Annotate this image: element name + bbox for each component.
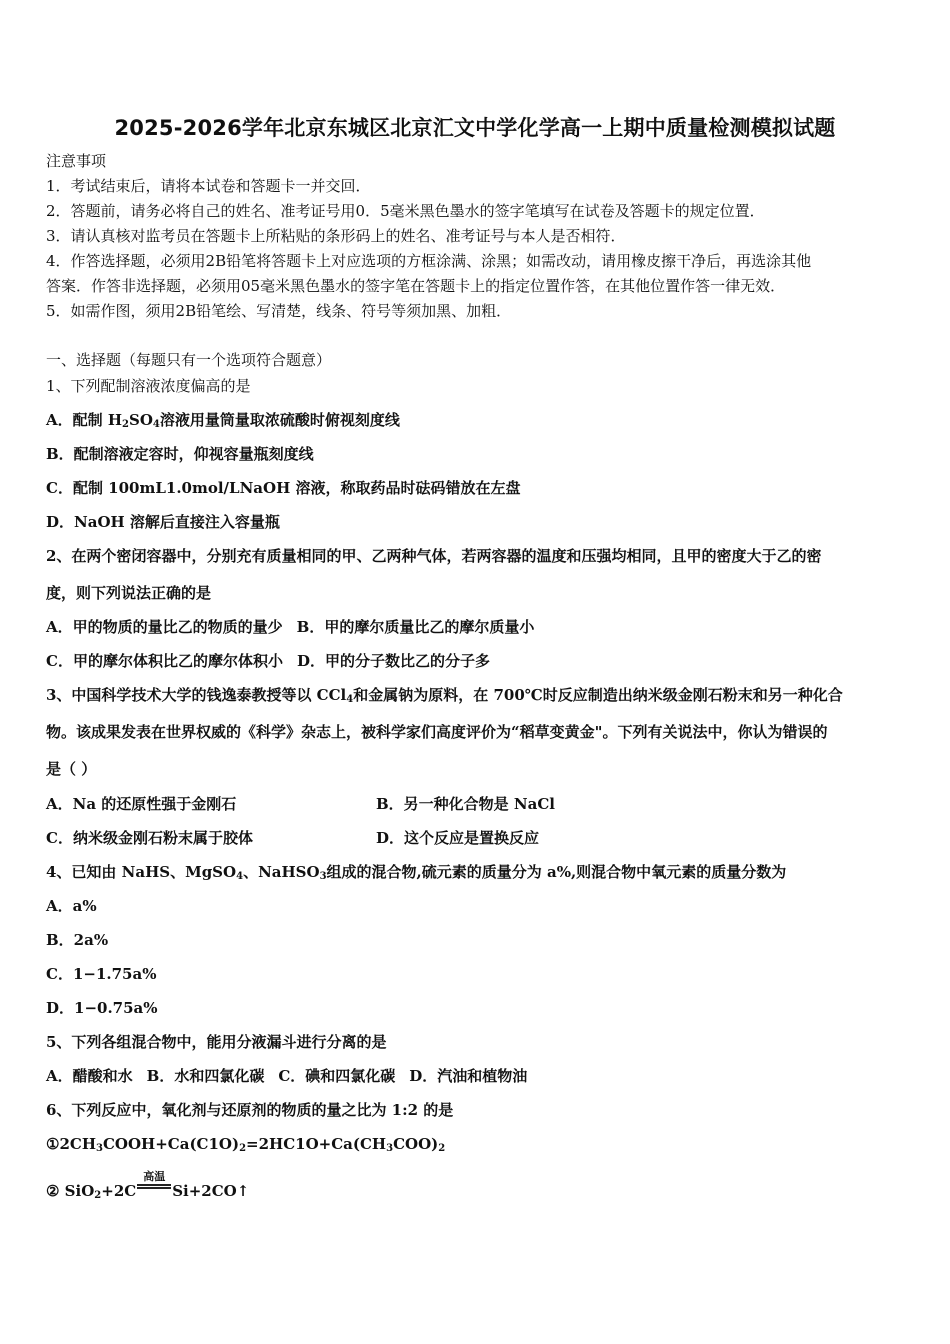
notice-item-4-cont: 答案．作答非选择题，必须用05毫米黑色墨水的签字笔在答题卡上的指定位置作答，在其他位置作答一律无效． bbox=[46, 277, 786, 295]
q3-option-b: B．另一种化合物是 NaCl bbox=[376, 795, 555, 813]
notice-item-5: 5．如需作图，须用2B铅笔绘、写清楚，线条、符号等须加黑、加粗． bbox=[46, 302, 512, 320]
q4-option-c: C．1−1.75a% bbox=[46, 965, 157, 983]
q4-option-d: D．1−0.75a% bbox=[46, 999, 158, 1017]
q2-option-c: C．甲的摩尔体积比乙的摩尔体积小 bbox=[46, 652, 283, 670]
q5-stem: 5、下列各组混合物中，能用分液漏斗进行分离的是 bbox=[46, 1033, 387, 1051]
notice-item-1: 1．考试结束后，请将本试卷和答题卡一并交回． bbox=[46, 177, 371, 195]
q4-stem: 4、已知由 NaHS、MgSO$_4$、NaHSO$_3$组成的混合物,硫元素的质量分为 a%,则混合物中氧元素的质量分数为 bbox=[46, 863, 787, 882]
q2-option-b: B．甲的摩尔质量比乙的摩尔质量小 bbox=[296, 618, 535, 636]
q1-stem: 1、下列配制溶液浓度偏高的是 bbox=[46, 377, 251, 395]
q2-stem-line2: 度，则下列说法正确的是 bbox=[46, 584, 212, 602]
q3-stem-line1: 3、中国科学技术大学的钱逸泰教授等以 CCl$_4$和金属钠为原料，在 700℃时反应制造出纳米级金刚石粉末和另一种化合 bbox=[46, 686, 843, 705]
notice-item-3: 3．请认真核对监考员在答题卡上所粘贴的条形码上的姓名、准考证号与本人是否相符． bbox=[46, 227, 626, 245]
q3-option-a: A．Na 的还原性强于金刚石 bbox=[46, 795, 237, 813]
q1-option-c: C．配制 100mL1.0mol/LNaOH 溶液，称取药品时砝码错放在左盘 bbox=[46, 479, 521, 497]
notice-item-4: 4．作答选择题，必须用2B铅笔将答题卡上对应选项的方框涂满、涂黑；如需改动，请用橡皮擦干净后，再选涂其他 bbox=[46, 252, 812, 270]
q5-option-a: A．醋酸和水 bbox=[46, 1067, 133, 1085]
q4-option-a: A．a% bbox=[46, 897, 97, 915]
notice-heading: 注意事项 bbox=[46, 152, 107, 170]
q5-option-b: B．水和四氯化碳 bbox=[146, 1067, 265, 1085]
q3-option-c: C．纳米级金刚石粉末属于胶体 bbox=[46, 829, 253, 847]
q5-option-c: C．碘和四氯化碳 bbox=[278, 1067, 396, 1085]
q6-reaction-1: $①2CH_3COOH+Ca(C1O)_2=2HC1O+Ca(CH_3COO)_2$ bbox=[46, 1135, 446, 1154]
q2-options-cd bbox=[46, 651, 490, 671]
section-heading: 一、选择题（每题只有一个选项符合题意） bbox=[46, 351, 332, 369]
q2-options-ab bbox=[46, 617, 534, 637]
q4-option-b: B．2a% bbox=[46, 931, 109, 949]
reaction-equals-sign bbox=[137, 1170, 171, 1201]
q3-stem-line2: 物。该成果发表在世界权威的《科学》杂志上，被科学家们高度评价为“稻草变黄金"。下列有关说法中，你认为错误的 bbox=[46, 723, 828, 741]
q2-option-d: D．甲的分子数比乙的分子多 bbox=[296, 652, 490, 670]
reaction-condition: 高温 bbox=[143, 1170, 166, 1183]
notice-item-2: 2．答题前，请务必将自己的姓名、准考证号用0．5毫米黑色墨水的签字笔填写在试卷及答题卡的规定位置． bbox=[46, 202, 765, 220]
page-title: 2025-2026学年北京东城区北京汇文中学化学高一上期中质量检测模拟试题 bbox=[114, 116, 836, 140]
q6-reaction-2: ② SiO$_2$+2C 高温 Si+2CO↑ bbox=[46, 1181, 249, 1201]
q6-stem: 6、下列反应中，氧化剂与还原剂的物质的量之比为 1:2 的是 bbox=[46, 1101, 454, 1119]
q1-option-a: A．配制 $H_2SO_4$溶液用量筒量取浓硫酸时俯视刻度线 bbox=[46, 411, 400, 430]
q2-option-a: A．甲的物质的量比乙的物质的量少 bbox=[46, 618, 283, 636]
q2-stem-line1: 2、在两个密闭容器中，分别充有质量相同的甲、乙两种气体，若两容器的温度和压强均相同，且甲的密度大于乙的密 bbox=[46, 547, 822, 565]
q5-options bbox=[46, 1066, 527, 1086]
q1-option-d: D．NaOH 溶解后直接注入容量瓶 bbox=[46, 513, 280, 531]
q3-option-d: D．这个反应是置换反应 bbox=[376, 829, 540, 847]
q3-stem-line3: 是（ ） bbox=[46, 760, 97, 778]
q1-option-b: B．配制溶液定容时，仰视容量瓶刻度线 bbox=[46, 445, 314, 463]
q5-option-d: D．汽油和植物油 bbox=[409, 1067, 528, 1085]
